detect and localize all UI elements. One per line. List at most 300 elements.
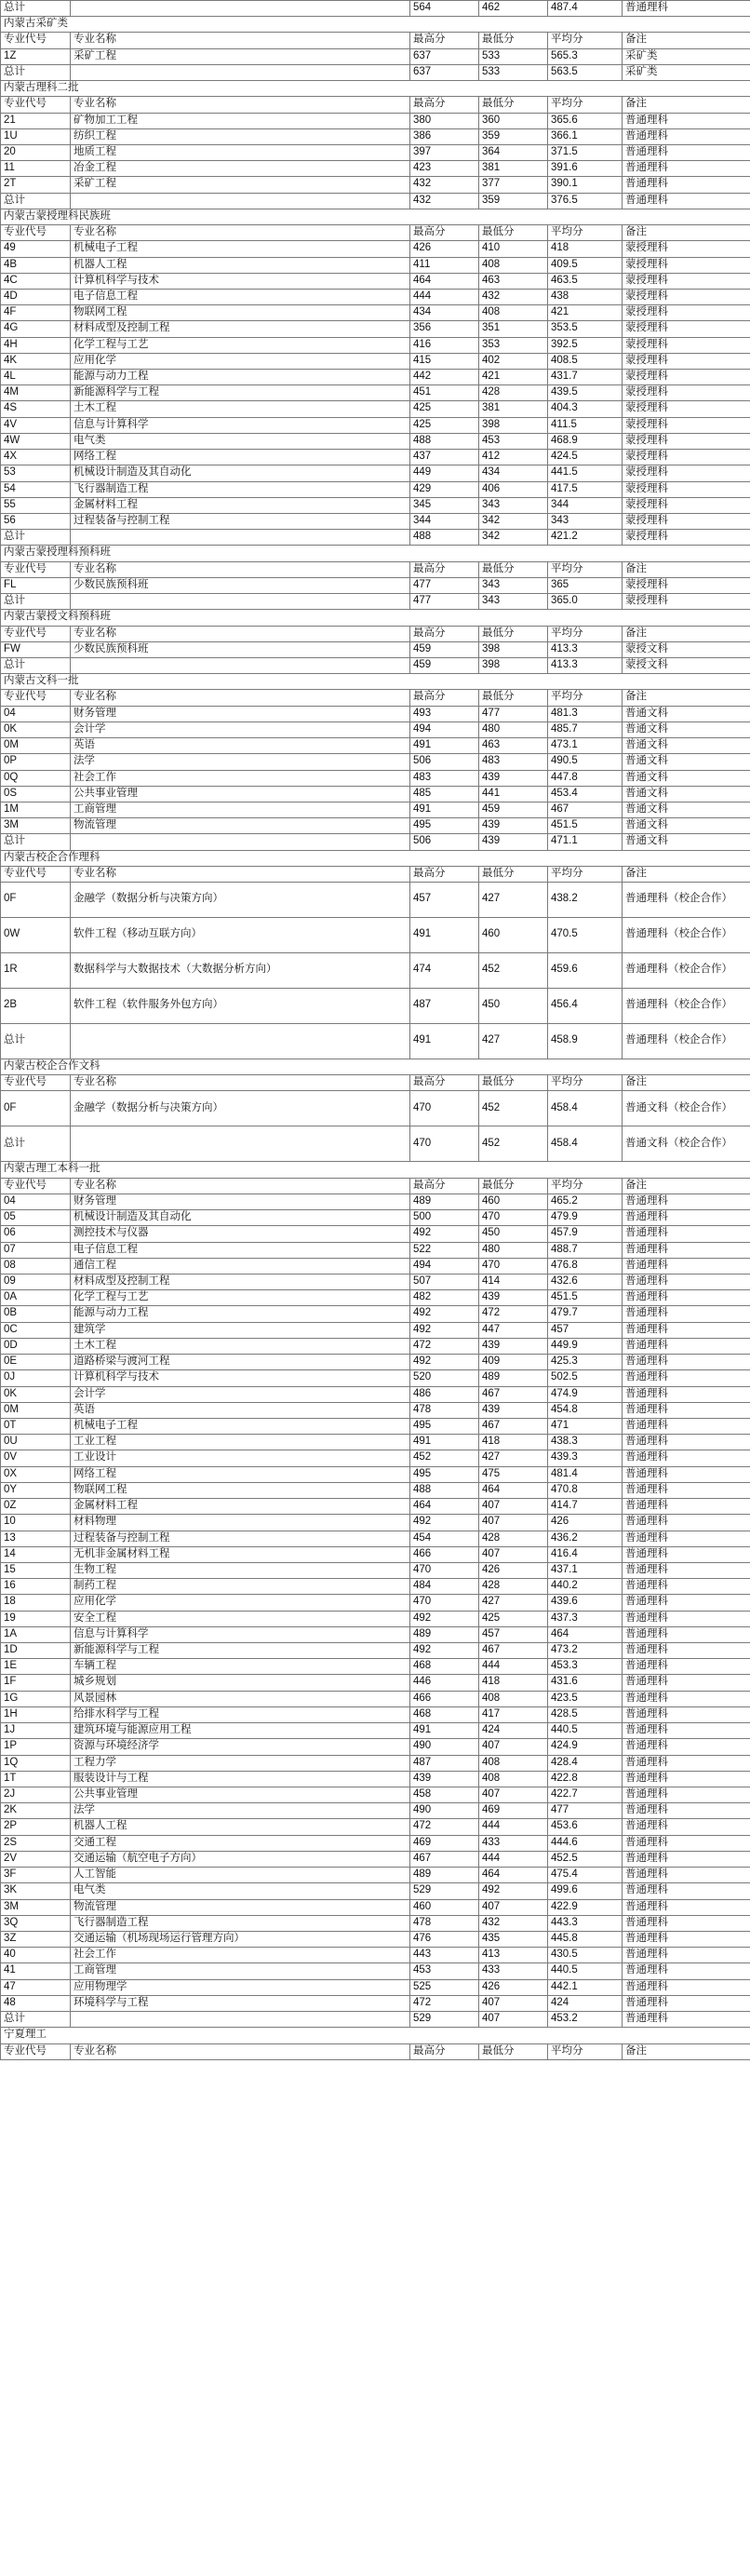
cell-avg-score: 422.9 — [548, 1899, 623, 1915]
table-row — [1, 433, 750, 449]
cell-remark: 普通文科 — [623, 786, 750, 802]
cell-major-code: 1Q — [1, 1755, 71, 1771]
cell-major-code: 4H — [1, 337, 71, 353]
cell-major-name: 公共事业管理 — [71, 786, 410, 802]
cell-avg-score: 451.5 — [548, 1290, 623, 1306]
cell-remark: 普通理科 — [623, 2012, 750, 2028]
cell-major-name: 网络工程 — [71, 1466, 410, 1482]
header-min-score: 最低分 — [479, 97, 548, 113]
table-row — [1, 1995, 750, 2011]
cell-min-score: 489 — [479, 1370, 548, 1386]
header-major-name: 专业名称 — [71, 1178, 410, 1194]
cell-avg-score: 563.5 — [548, 64, 623, 80]
cell-major-code: 0K — [1, 1386, 71, 1402]
cell-max-score: 425 — [410, 417, 479, 433]
cell-remark: 普通理科 — [623, 1723, 750, 1739]
table-row — [1, 818, 750, 834]
cell-major-code: 1T — [1, 1771, 71, 1787]
cell-remark: 普通理科 — [623, 1210, 750, 1226]
cell-major-code: 0K — [1, 722, 71, 737]
table-row — [1, 1787, 750, 1803]
cell-major-code: 总计 — [1, 657, 71, 673]
cell-major-name: 应用化学 — [71, 1595, 410, 1611]
cell-max-score: 425 — [410, 401, 479, 417]
cell-major-code: 54 — [1, 481, 71, 497]
cell-avg-score: 487.4 — [548, 1, 623, 17]
cell-max-score: 453 — [410, 1963, 479, 1979]
cell-min-score: 452 — [479, 1126, 548, 1162]
header-avg-score: 平均分 — [548, 2043, 623, 2059]
cell-avg-score: 439.3 — [548, 1450, 623, 1466]
header-remark: 备注 — [623, 561, 750, 577]
cell-avg-score: 481.3 — [548, 706, 623, 722]
cell-major-name: 地质工程 — [71, 144, 410, 160]
cell-max-score: 415 — [410, 353, 479, 369]
cell-min-score: 444 — [479, 1659, 548, 1675]
header-min-score: 最低分 — [479, 33, 548, 48]
cell-remark: 采矿类 — [623, 48, 750, 64]
cell-min-score: 470 — [479, 1258, 548, 1274]
cell-major-code: 3K — [1, 1883, 71, 1899]
cell-avg-score: 404.3 — [548, 401, 623, 417]
cell-major-code: 0M — [1, 738, 71, 754]
cell-remark: 普通理科 — [623, 1258, 750, 1274]
cell-min-score: 407 — [479, 1546, 548, 1562]
cell-major-name: 制药工程 — [71, 1579, 410, 1595]
cell-avg-score: 479.9 — [548, 1210, 623, 1226]
cell-avg-score: 443.3 — [548, 1915, 623, 1931]
cell-min-score: 407 — [479, 1739, 548, 1755]
cell-major-name: 网络工程 — [71, 450, 410, 465]
cell-avg-score: 502.5 — [548, 1370, 623, 1386]
cell-max-score: 487 — [410, 989, 479, 1024]
header-min-score: 最低分 — [479, 1178, 548, 1194]
cell-major-name: 材料成型及控制工程 — [71, 1275, 410, 1290]
cell-major-name: 会计学 — [71, 722, 410, 737]
cell-major-code: 08 — [1, 1258, 71, 1274]
cell-major-code: 19 — [1, 1611, 71, 1626]
cell-min-score: 407 — [479, 1515, 548, 1531]
table-row — [1, 1595, 750, 1611]
table-row-total — [1, 530, 750, 546]
cell-avg-score: 459.6 — [548, 953, 623, 989]
header-remark: 备注 — [623, 1075, 750, 1091]
table-row — [1, 1562, 750, 1578]
cell-avg-score: 453.6 — [548, 1819, 623, 1835]
header-max-score: 最高分 — [410, 561, 479, 577]
cell-min-score: 450 — [479, 989, 548, 1024]
header-max-score: 最高分 — [410, 626, 479, 641]
cell-max-score: 490 — [410, 1739, 479, 1755]
cell-avg-score: 413.3 — [548, 641, 623, 657]
cell-remark: 普通文科（校企合作） — [623, 1091, 750, 1126]
cell-remark: 普通理科 — [623, 1659, 750, 1675]
cell-major-code: 49 — [1, 241, 71, 257]
cell-max-score: 442 — [410, 370, 479, 385]
cell-major-name: 金融学（数据分析与决策方向） — [71, 883, 410, 918]
table-row — [1, 241, 750, 257]
table-row — [1, 128, 750, 144]
cell-major-name: 软件工程（软件服务外包方向） — [71, 989, 410, 1024]
cell-max-score: 449 — [410, 465, 479, 481]
cell-min-score: 427 — [479, 1595, 548, 1611]
cell-max-score: 520 — [410, 1370, 479, 1386]
cell-min-score: 407 — [479, 1499, 548, 1515]
cell-min-score: 412 — [479, 450, 548, 465]
cell-major-code: 1M — [1, 802, 71, 817]
cell-max-score: 564 — [410, 1, 479, 17]
cell-avg-score: 436.2 — [548, 1531, 623, 1546]
cell-remark: 普通理科 — [623, 1515, 750, 1531]
cell-remark: 普通理科（校企合作） — [623, 883, 750, 918]
cell-min-score: 409 — [479, 1355, 548, 1370]
cell-major-name: 土木工程 — [71, 401, 410, 417]
cell-major-code: 总计 — [1, 2012, 71, 2028]
table-row — [1, 1948, 750, 1963]
cell-major-code: 55 — [1, 497, 71, 513]
table-row — [1, 1210, 750, 1226]
header-remark: 备注 — [623, 97, 750, 113]
cell-remark: 普通理科 — [623, 1370, 750, 1386]
cell-major-name: 少数民族预科班 — [71, 641, 410, 657]
header-major-name: 专业名称 — [71, 866, 410, 882]
table-row — [1, 1482, 750, 1498]
cell-remark: 普通文科 — [623, 738, 750, 754]
cell-min-score: 452 — [479, 1091, 548, 1126]
cell-min-score: 460 — [479, 1194, 548, 1209]
cell-remark: 普通理科 — [623, 1979, 750, 1995]
header-major-code: 专业代号 — [1, 33, 71, 48]
cell-major-code: 2T — [1, 177, 71, 193]
cell-max-score: 507 — [410, 1275, 479, 1290]
cell-min-score: 483 — [479, 754, 548, 770]
cell-major-code: 1P — [1, 1739, 71, 1755]
cell-max-score: 470 — [410, 1595, 479, 1611]
cell-min-score: 432 — [479, 1915, 548, 1931]
cell-major-name: 城乡规划 — [71, 1675, 410, 1691]
cell-avg-score: 430.5 — [548, 1948, 623, 1963]
header-remark: 备注 — [623, 690, 750, 706]
cell-min-score: 432 — [479, 289, 548, 304]
cell-major-code: FW — [1, 641, 71, 657]
cell-max-score: 386 — [410, 128, 479, 144]
cell-min-score: 408 — [479, 305, 548, 321]
table-row — [1, 1675, 750, 1691]
cell-avg-score: 458.4 — [548, 1126, 623, 1162]
table-row — [1, 1659, 750, 1675]
table-row — [1, 1290, 750, 1306]
cell-major-code: 07 — [1, 1242, 71, 1258]
cell-min-score: 459 — [479, 802, 548, 817]
table-row — [1, 48, 750, 64]
cell-major-name: 材料物理 — [71, 1515, 410, 1531]
cell-major-code: 1H — [1, 1706, 71, 1722]
header-major-code: 专业代号 — [1, 626, 71, 641]
cell-avg-score: 437.1 — [548, 1562, 623, 1578]
cell-max-score: 411 — [410, 257, 479, 273]
cell-min-score: 377 — [479, 177, 548, 193]
cell-major-name: 机械电子工程 — [71, 1418, 410, 1434]
table-row — [1, 1322, 750, 1338]
cell-max-score: 491 — [410, 918, 479, 953]
cell-avg-score: 437.3 — [548, 1611, 623, 1626]
table-row — [1, 385, 750, 401]
cell-remark: 蒙授理科 — [623, 257, 750, 273]
header-max-score: 最高分 — [410, 866, 479, 882]
cell-major-name: 建筑环境与能源应用工程 — [71, 1723, 410, 1739]
cell-min-score: 407 — [479, 1899, 548, 1915]
cell-remark: 普通理科 — [623, 1835, 750, 1851]
cell-major-code: FL — [1, 577, 71, 593]
cell-avg-score: 473.1 — [548, 738, 623, 754]
header-major-name: 专业名称 — [71, 97, 410, 113]
cell-major-name: 数据科学与大数据技术（大数据分析方向） — [71, 953, 410, 989]
cell-avg-score: 449.9 — [548, 1338, 623, 1354]
cell-major-name: 化学工程与工艺 — [71, 337, 410, 353]
cell-avg-score: 424 — [548, 1995, 623, 2011]
cell-remark: 普通文科 — [623, 802, 750, 817]
table-row — [1, 1626, 750, 1642]
cell-max-score: 492 — [410, 1515, 479, 1531]
cell-avg-score: 475.4 — [548, 1868, 623, 1883]
cell-remark: 普通理科 — [623, 1899, 750, 1915]
header-avg-score: 平均分 — [548, 225, 623, 241]
cell-remark: 普通理科 — [623, 177, 750, 193]
cell-remark: 普通理科 — [623, 1386, 750, 1402]
cell-remark: 普通理科 — [623, 1275, 750, 1290]
cell-avg-score: 457.9 — [548, 1226, 623, 1242]
cell-avg-score: 453.3 — [548, 1659, 623, 1675]
cell-max-score: 477 — [410, 577, 479, 593]
cell-min-score: 439 — [479, 1338, 548, 1354]
cell-major-name: 资源与环境经济学 — [71, 1739, 410, 1755]
cell-major-name: 软件工程（移动互联方向） — [71, 918, 410, 953]
cell-major-code: 总计 — [1, 594, 71, 610]
cell-min-score: 464 — [479, 1868, 548, 1883]
cell-major-code: 1Z — [1, 48, 71, 64]
cell-max-score: 429 — [410, 481, 479, 497]
table-row — [1, 1979, 750, 1995]
cell-min-score: 408 — [479, 1771, 548, 1787]
section-title: 内蒙古蒙授理科民族班 — [1, 209, 750, 224]
table-row — [1, 1851, 750, 1867]
header-avg-score: 平均分 — [548, 1075, 623, 1091]
cell-min-score: 533 — [479, 48, 548, 64]
cell-major-code: 56 — [1, 514, 71, 530]
cell-major-name: 过程装备与控制工程 — [71, 1531, 410, 1546]
cell-max-score: 474 — [410, 953, 479, 989]
cell-min-score: 402 — [479, 353, 548, 369]
section-title-row — [1, 209, 750, 224]
cell-major-code: 3M — [1, 818, 71, 834]
header-remark: 备注 — [623, 866, 750, 882]
table-row — [1, 1868, 750, 1883]
cell-avg-score: 445.8 — [548, 1931, 623, 1947]
cell-max-score: 488 — [410, 530, 479, 546]
cell-major-name: 计算机科学与技术 — [71, 1370, 410, 1386]
cell-max-score: 476 — [410, 1931, 479, 1947]
cell-max-score: 470 — [410, 1091, 479, 1126]
header-avg-score: 平均分 — [548, 690, 623, 706]
cell-max-score: 492 — [410, 1306, 479, 1322]
cell-remark: 普通理科 — [623, 1851, 750, 1867]
table-row — [1, 337, 750, 353]
section-title-row — [1, 674, 750, 690]
cell-major-code: 0J — [1, 1370, 71, 1386]
cell-remark: 普通理科 — [623, 1611, 750, 1626]
cell-max-score: 432 — [410, 177, 479, 193]
header-min-score: 最低分 — [479, 561, 548, 577]
cell-avg-score: 431.6 — [548, 1675, 623, 1691]
cell-min-score: 457 — [479, 1626, 548, 1642]
cell-major-name: 交通运输（机场现场运行管理方向） — [71, 1931, 410, 1947]
section-title: 内蒙古校企合作文科 — [1, 1059, 750, 1075]
header-remark: 备注 — [623, 1178, 750, 1194]
cell-remark: 蒙授理科 — [623, 273, 750, 289]
table-row-total — [1, 2012, 750, 2028]
column-header-row — [1, 1178, 750, 1194]
cell-avg-score: 411.5 — [548, 417, 623, 433]
table-row — [1, 1643, 750, 1659]
cell-min-score: 406 — [479, 481, 548, 497]
cell-major-name: 矿物加工工程 — [71, 113, 410, 128]
cell-max-score: 439 — [410, 1771, 479, 1787]
table-row — [1, 1242, 750, 1258]
cell-remark: 蒙授理科 — [623, 401, 750, 417]
cell-min-score: 398 — [479, 657, 548, 673]
cell-major-name: 通信工程 — [71, 1258, 410, 1274]
header-major-code: 专业代号 — [1, 561, 71, 577]
cell-avg-score: 440.2 — [548, 1579, 623, 1595]
table-row — [1, 1370, 750, 1386]
cell-min-score: 467 — [479, 1386, 548, 1402]
cell-remark: 普通理科 — [623, 1322, 750, 1338]
table-row — [1, 989, 750, 1024]
cell-major-name: 飞行器制造工程 — [71, 1915, 410, 1931]
cell-avg-score: 365.0 — [548, 594, 623, 610]
cell-min-score: 398 — [479, 641, 548, 657]
cell-min-score: 398 — [479, 417, 548, 433]
cell-avg-score: 439.6 — [548, 1595, 623, 1611]
header-avg-score: 平均分 — [548, 33, 623, 48]
cell-min-score: 447 — [479, 1322, 548, 1338]
cell-major-code: 4F — [1, 305, 71, 321]
cell-remark: 普通理科 — [623, 1915, 750, 1931]
table-row — [1, 370, 750, 385]
cell-max-score: 457 — [410, 883, 479, 918]
cell-major-name: 法学 — [71, 1803, 410, 1819]
cell-major-code: 0E — [1, 1355, 71, 1370]
section-title-row — [1, 1162, 750, 1178]
cell-major-name: 应用物理学 — [71, 1979, 410, 1995]
cell-remark: 普通理科（校企合作） — [623, 918, 750, 953]
cell-min-score: 410 — [479, 241, 548, 257]
cell-remark: 蒙授理科 — [623, 337, 750, 353]
cell-min-score: 360 — [479, 113, 548, 128]
header-major-code: 专业代号 — [1, 690, 71, 706]
section-title: 内蒙古理工本科一批 — [1, 1162, 750, 1178]
cell-major-code: 0F — [1, 883, 71, 918]
cell-major-code: 48 — [1, 1995, 71, 2011]
cell-max-score: 356 — [410, 321, 479, 337]
cell-major-code: 总计 — [1, 1, 71, 17]
cell-remark: 普通理科 — [623, 1290, 750, 1306]
cell-remark: 普通理科 — [623, 1626, 750, 1642]
cell-min-score: 343 — [479, 577, 548, 593]
cell-min-score: 359 — [479, 128, 548, 144]
cell-avg-score: 451.5 — [548, 818, 623, 834]
cell-major-name: 机械电子工程 — [71, 241, 410, 257]
table-row — [1, 802, 750, 817]
cell-major-name — [71, 1, 410, 17]
table-row — [1, 450, 750, 465]
cell-avg-score: 465.2 — [548, 1194, 623, 1209]
cell-min-score: 464 — [479, 1482, 548, 1498]
cell-avg-score: 428.5 — [548, 1706, 623, 1722]
section-title-row — [1, 1059, 750, 1075]
cell-min-score: 418 — [479, 1435, 548, 1450]
cell-major-code: 0P — [1, 754, 71, 770]
table-row — [1, 1771, 750, 1787]
cell-major-name: 社会工作 — [71, 770, 410, 786]
cell-remark: 普通理科 — [623, 1883, 750, 1899]
cell-avg-score: 431.7 — [548, 370, 623, 385]
cell-avg-score: 438.2 — [548, 883, 623, 918]
cell-min-score: 433 — [479, 1835, 548, 1851]
cell-major-name: 风景园林 — [71, 1691, 410, 1706]
cell-min-score: 434 — [479, 465, 548, 481]
table-row-total — [1, 594, 750, 610]
cell-major-name: 计算机科学与技术 — [71, 273, 410, 289]
cell-remark: 普通理科 — [623, 1675, 750, 1691]
table-row — [1, 1515, 750, 1531]
cell-avg-score: 471 — [548, 1418, 623, 1434]
cell-max-score: 491 — [410, 1723, 479, 1739]
cell-max-score: 488 — [410, 433, 479, 449]
cell-avg-score: 458.9 — [548, 1024, 623, 1059]
header-min-score: 最低分 — [479, 626, 548, 641]
cell-max-score: 500 — [410, 1210, 479, 1226]
cell-major-name: 信息与计算科学 — [71, 417, 410, 433]
cell-avg-score: 458.4 — [548, 1091, 623, 1126]
cell-remark: 蒙授理科 — [623, 370, 750, 385]
table-row-total — [1, 657, 750, 673]
cell-remark: 普通理科 — [623, 1466, 750, 1482]
cell-max-score: 423 — [410, 161, 479, 177]
cell-major-code: 0B — [1, 1306, 71, 1322]
cell-min-score: 407 — [479, 2012, 548, 2028]
header-major-name: 专业名称 — [71, 1075, 410, 1091]
cell-major-name: 过程装备与控制工程 — [71, 514, 410, 530]
cell-max-score: 458 — [410, 1787, 479, 1803]
cell-max-score: 464 — [410, 1499, 479, 1515]
cell-avg-score: 474.9 — [548, 1386, 623, 1402]
cell-min-score: 414 — [479, 1275, 548, 1290]
cell-avg-score: 421 — [548, 305, 623, 321]
cell-min-score: 425 — [479, 1611, 548, 1626]
cell-min-score: 467 — [479, 1418, 548, 1434]
cell-max-score: 506 — [410, 834, 479, 850]
cell-avg-score: 490.5 — [548, 754, 623, 770]
cell-remark: 蒙授理科 — [623, 305, 750, 321]
cell-avg-score: 418 — [548, 241, 623, 257]
section-title-row — [1, 17, 750, 33]
cell-avg-score: 565.3 — [548, 48, 623, 64]
cell-remark: 普通理科 — [623, 1355, 750, 1370]
cell-avg-score: 454.8 — [548, 1402, 623, 1418]
cell-avg-score: 453.2 — [548, 2012, 623, 2028]
cell-major-name: 机械设计制造及其自动化 — [71, 1210, 410, 1226]
